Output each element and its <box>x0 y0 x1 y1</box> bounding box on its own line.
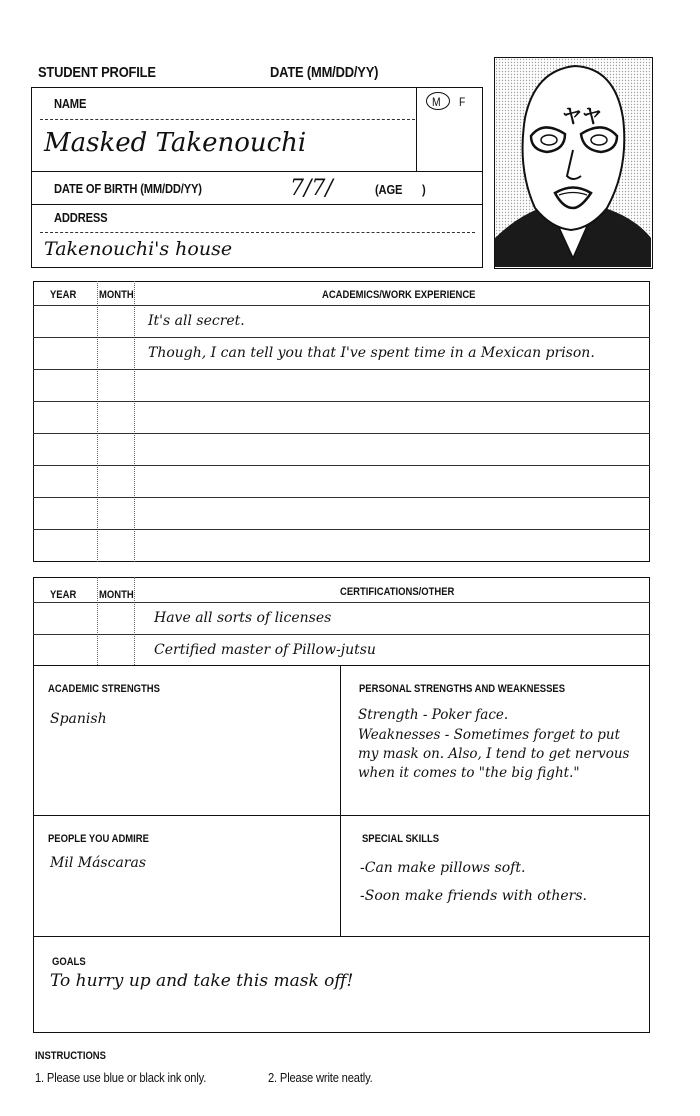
academics-row-line <box>33 369 650 370</box>
academics-month-header: MONTH <box>99 289 134 301</box>
cert-month-header: MONTH <box>99 589 134 601</box>
address-value[interactable]: Takenouchi's house <box>44 238 233 260</box>
academics-year-divider <box>97 281 98 562</box>
academic-strengths-label: ACADEMIC STRENGTHS <box>48 683 160 695</box>
admire-label: PEOPLE YOU ADMIRE <box>48 833 149 845</box>
skills-label: SPECIAL SKILLS <box>362 833 440 845</box>
cert-entry[interactable]: Have all sorts of licenses <box>154 610 332 626</box>
age-label: (AGE <box>375 182 403 197</box>
academics-row-line <box>33 433 650 434</box>
date-label: DATE (MM/DD/YY) <box>270 64 379 81</box>
instruction-2: 2. Please write neatly. <box>268 1070 373 1085</box>
page-title: STUDENT PROFILE <box>38 64 156 81</box>
cert-bottom-line <box>33 665 650 666</box>
middle-divider <box>340 665 341 936</box>
dob-label: DATE OF BIRTH (MM/DD/YY) <box>54 181 202 196</box>
name-divider <box>40 119 415 120</box>
goals-top-line <box>33 936 650 937</box>
gender-divider <box>416 87 417 171</box>
profile-photo <box>494 57 653 269</box>
admire-top-line <box>33 815 650 816</box>
cert-title: CERTIFICATIONS/OTHER <box>340 586 455 598</box>
personal-line[interactable]: my mask on. Also, I tend to get nervous <box>358 746 630 762</box>
personal-line[interactable]: Strength - Poker face. <box>358 707 509 723</box>
academics-title: ACADEMICS/WORK EXPERIENCE <box>322 289 476 301</box>
academics-row-line <box>33 337 650 338</box>
academics-row-line <box>33 401 650 402</box>
cert-row-line <box>33 634 650 635</box>
cert-entry[interactable]: Certified master of Pillow-jutsu <box>154 642 376 658</box>
academics-entry[interactable]: Though, I can tell you that I've spent time in a Mexican prison. <box>148 345 595 361</box>
academics-row-line <box>33 497 650 498</box>
dob-value[interactable]: 7/7/ <box>290 176 333 201</box>
address-label: ADDRESS <box>54 210 108 225</box>
name-label: NAME <box>54 96 87 111</box>
personal-label: PERSONAL STRENGTHS AND WEAKNESSES <box>359 683 566 695</box>
masked-portrait <box>495 58 651 267</box>
cert-year-divider <box>97 577 98 665</box>
academics-year-header: YEAR <box>50 289 77 301</box>
cert-year-header: YEAR <box>50 589 77 601</box>
address-divider <box>40 232 475 233</box>
cert-month-divider <box>134 577 135 665</box>
goals-label: GOALS <box>52 956 86 968</box>
skills-line[interactable]: -Can make pillows soft. <box>360 860 526 876</box>
academics-month-divider <box>134 281 135 562</box>
gender-m: M <box>432 95 441 109</box>
academic-strengths-value[interactable]: Spanish <box>50 711 107 727</box>
name-value[interactable]: Masked Takenouchi <box>44 128 307 158</box>
dob-top-line <box>31 171 483 172</box>
instructions-title: INSTRUCTIONS <box>35 1050 106 1062</box>
address-top-line <box>31 204 483 205</box>
academics-row-line <box>33 305 650 306</box>
cert-row-line <box>33 602 650 603</box>
admire-value[interactable]: Mil Máscaras <box>50 855 147 871</box>
academics-entry[interactable]: It's all secret. <box>148 313 245 329</box>
academics-row-line <box>33 529 650 530</box>
personal-line[interactable]: when it comes to "the big fight." <box>358 765 580 781</box>
goals-value[interactable]: To hurry up and take this mask off! <box>50 971 354 991</box>
skills-line[interactable]: -Soon make friends with others. <box>360 888 587 904</box>
academics-box <box>33 281 650 562</box>
gender-f[interactable]: F <box>459 95 466 109</box>
mask-mark: ヤヤ <box>562 104 602 128</box>
instruction-1: 1. Please use blue or black ink only. <box>35 1070 207 1085</box>
personal-line[interactable]: Weaknesses - Sometimes forget to put <box>358 727 621 743</box>
age-close: ) <box>422 182 426 197</box>
academics-row-line <box>33 465 650 466</box>
